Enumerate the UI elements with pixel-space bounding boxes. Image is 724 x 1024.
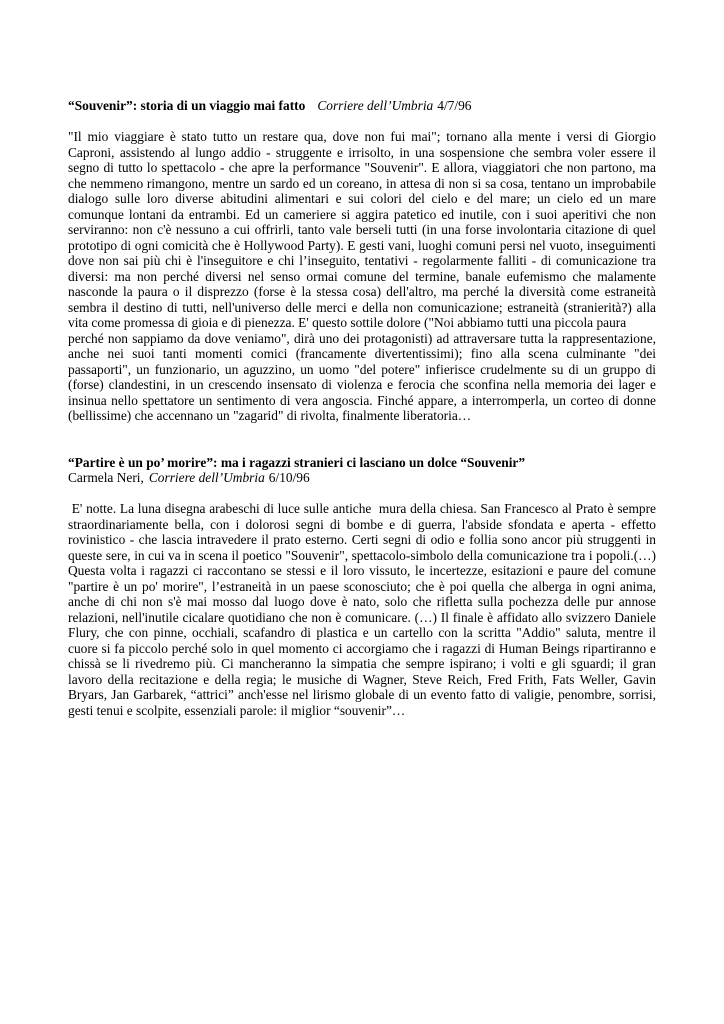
text-line: rovinistico - che lascia intravedere il prato esterno. Certi segni di odio e follia sono ancor più struggenti in (68, 532, 656, 547)
text-line: dove non sai più chi è l'inseguitore e chi l’inseguito, tentativi - regolarmente falliti - di comunicazione tra (68, 253, 656, 268)
text-line: straordinariamente bella, con i dolorosi segni di bombe e di guerra, l'abside sfondata e aperta - effetto (68, 516, 656, 532)
text-line: prototipo di ogni comicità che è Hollywood Party). E gesti vani, luoghi comuni persi nel vuoto, inseguimenti (68, 237, 656, 253)
text-line: cuore si fa piccolo perché solo in quel momento ci accorgiamo che i ragazzi di Human Beings ripartiranno e (68, 640, 656, 656)
newspaper-name: Corriere dell’Umbria (317, 98, 434, 113)
article-body (68, 129, 656, 424)
document-page (68, 98, 656, 718)
publication-date: 4/7/96 (437, 98, 472, 113)
text-line: chissà se li rivedremo più. Ci mancheranno la simpatia che sempre ispirano; i volti e gli sguardi; il gran (68, 656, 656, 671)
text-line: nasconde la paura o il disprezzo (forse è la stessa cosa) dell'altro, ma perché la diversità come estraneità (68, 284, 656, 299)
text-line: dialogo sulle loro diverse abitudini alimentari e sui colori del cielo e del mare; un cielo ed un mare (68, 191, 656, 206)
text-line: segno di tutto lo spettacolo - che apre la performance "Souvenir". E allora, viaggiatori che non partono, ma (68, 160, 656, 175)
text-line: Caproni, assistendo al lungo addio - struggente e irrisolto, in una sospensione che sembra voler essere il (68, 144, 656, 160)
text-line: queste sere, in cui va in scena il poetico "Souvenir", spettacolo-simbolo della comunicazione tra i popoli.(…) (68, 547, 656, 563)
text-line: anche di chi non s'è mai mosso dal luogo dove è nato, solo che rifletta sulla pochezza delle pur annose (68, 594, 656, 609)
article-body (68, 501, 656, 718)
text-line: comunque lontani da entrambi. Ed un cameriere si aggira patetico ed inutile, con i suoi aperitivi che non (68, 206, 656, 222)
publication-date: 6/10/96 (268, 470, 310, 485)
text-line: "Il mio viaggiare è stato tutto un restare qua, dove non fui mai"; tornano alla mente i versi di Giorgio (68, 129, 656, 144)
text-line: Bryars, Jan Garbarek, “attrici” anch'esse nel lirismo globale di un evento fatto di valigie, penombre, sorrisi, (68, 687, 656, 702)
article-byline (68, 470, 656, 486)
text-line: (bellissime) che accennano un "zagarid" di rivolta, finalmente liberatoria… (68, 408, 472, 423)
text-line: gesti tenui e scolpite, essenziali parole: il miglior “souvenir”… (68, 702, 406, 718)
newspaper-name: Corriere dell’Umbria (148, 470, 265, 485)
article-heading (68, 455, 656, 471)
text-line: lavoro della recitazione e della regia; le musiche di Wagner, Steve Reich, Fred Frith, Fats Weller, Gavin (68, 671, 656, 687)
text-line: relazioni, nell'inutile cicalare quotidiano che non è comunicare. (…) Il finale è affidato allo svizzero Daniele (68, 609, 656, 625)
text-line: che nemmeno rimangono, mentre un sardo ed un coreano, in attesa di non si sa cosa, tentano un improbabile (68, 175, 656, 191)
text-line: "partire è un po' morire", l’estraneità in un paese sconosciuto; che è poi quella che alberga in ogni anima, (68, 578, 656, 594)
text-line: perché non sappiamo da dove veniamo", dirà uno dei protagonisti) ad attraversare tutta la rappresentazione, (68, 330, 656, 346)
article-title: “Partire è un po’ morire”: ma i ragazzi stranieri ci lasciano un dolce “Souvenir” (68, 454, 526, 470)
text-line: diversi: ma non perché diversi nel senso ormai comune del termine, banale eufemismo che malamente (68, 268, 656, 284)
text-line: Flury, che con pinne, occhiali, scafandro di plastica e un cartello con la scritta "Addio" saluta, mentre il (68, 625, 656, 640)
text-line: Questa volta i ragazzi ci raccontano se stessi e il loro vissuto, le incertezze, esitazioni e paure del comune (68, 563, 656, 578)
author-name: Carmela Neri, (68, 470, 144, 485)
article-partire-morire (68, 455, 656, 719)
text-line: (forse) clandestini, in un crescendo insensato di violenza e ferocia che sconfina nella memoria dei lager e (68, 377, 656, 392)
article-heading (68, 98, 656, 114)
text-line: serviranno: non c'è nessuno a cui offrirli, tanto vale berseli tutti (in una forse involontaria citazione di quel (68, 222, 656, 237)
article-souvenir-viaggio (68, 98, 656, 424)
article-title: “Souvenir”: storia di un viaggio mai fatto (68, 98, 306, 113)
text-line: passaporti", un funzionario, un aguzzino, un uomo "del potere" infierisce crudelmente su di un gruppo di (68, 361, 656, 377)
text-line: sembra il destino di tutti, nell'universo delle merci e della non comunicazione; estraneità (stranierità?) alla (68, 299, 656, 315)
text-line: anche nei suoi tanti momenti comici (francamente divertentissimi); fino alla scena culminante "dei (68, 346, 656, 361)
text-line: insinua nello spettatore un sentimento di vera angoscia. Finché appare, a interromperla, un corteo di donne (68, 392, 656, 408)
text-line: vita come promessa di gioia e di pienezza. E' questo sottile dolore ("Noi abbiamo tutti una piccola paura (68, 315, 627, 330)
text-line: E' notte. La luna disegna arabeschi di luce sulle antiche mura della chiesa. San Francesco al Prato è sempre (68, 501, 656, 516)
